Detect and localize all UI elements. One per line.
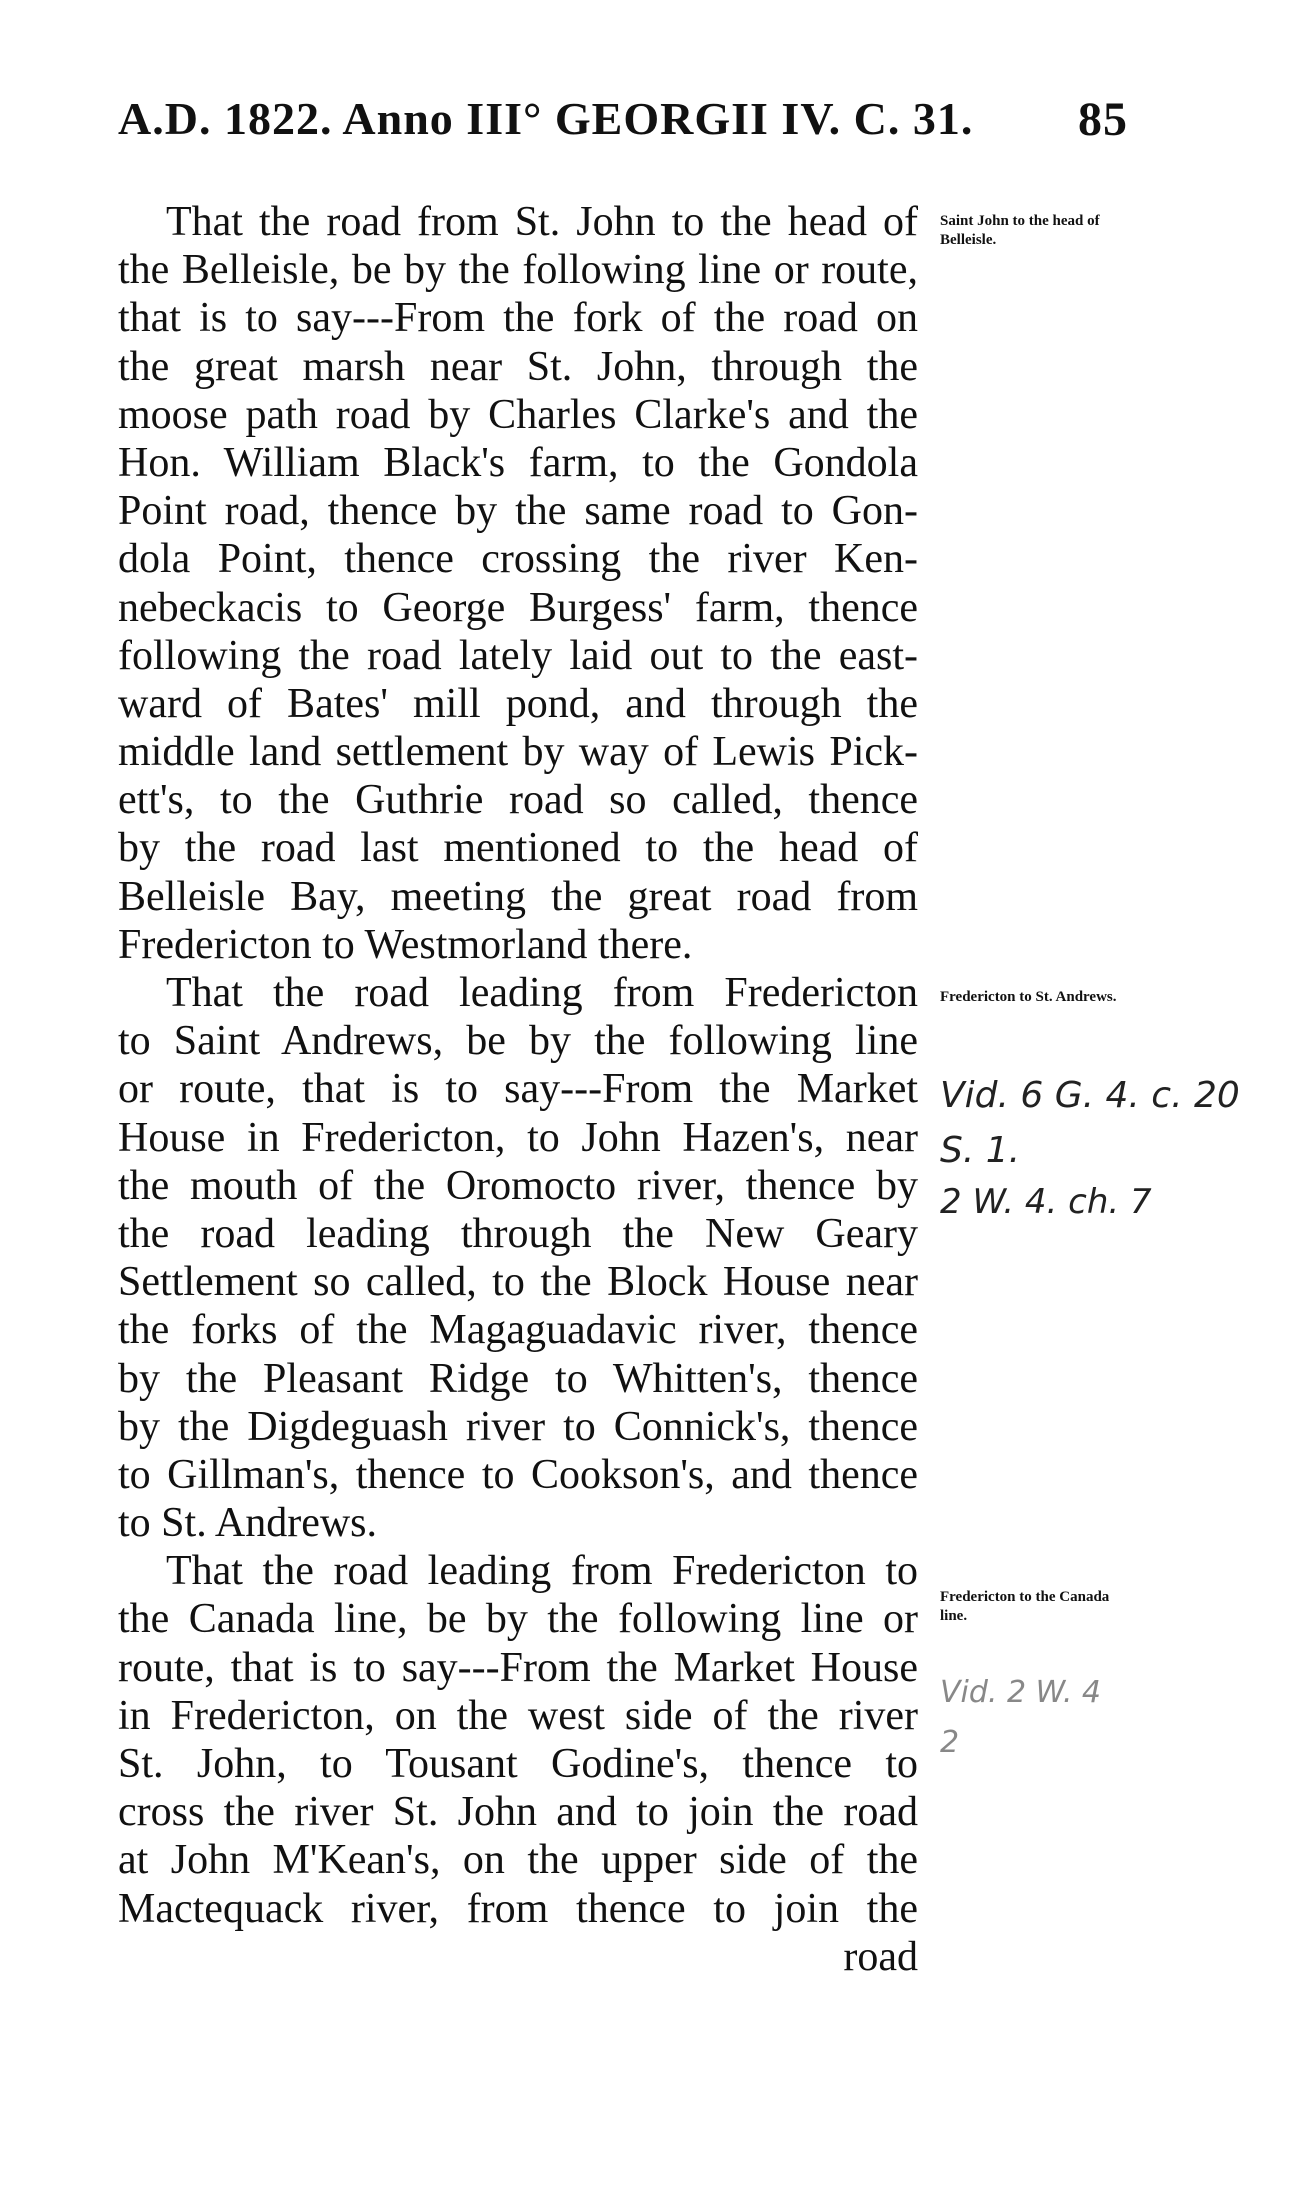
text-line: ett's, to the Guthrie road so called, thence bbox=[118, 777, 918, 824]
text-line: by the road last mentioned to the head of bbox=[118, 825, 918, 872]
text-line: to St. Andrews. bbox=[118, 1500, 378, 1547]
page-header bbox=[118, 92, 1128, 152]
text-line: the Canada line, be by the following line or bbox=[118, 1596, 918, 1643]
marginal-note: Saint John to the head of Belleisle. bbox=[940, 213, 1100, 248]
text-line: Point road, thence by the same road to Gon- bbox=[118, 488, 918, 535]
catchword: road bbox=[843, 1933, 918, 1980]
act-body-text bbox=[118, 198, 918, 1981]
text-line: or route, that is to say---From the Market bbox=[118, 1066, 918, 1113]
text-line: route, that is to say---From the Market House bbox=[118, 1644, 918, 1691]
text-line: the mouth of the Oromocto river, thence by bbox=[118, 1162, 918, 1209]
text-line: in Fredericton, on the west side of the river bbox=[118, 1692, 918, 1739]
text-line: the road leading through the New Geary bbox=[118, 1210, 918, 1257]
text-line: to Gillman's, thence to Cookson's, and thence bbox=[118, 1451, 918, 1498]
text-line: Fredericton to Westmorland there. bbox=[118, 921, 693, 968]
handwritten-annotation: 2 W. 4. ch. 7 bbox=[940, 1182, 1152, 1222]
text-line: That the road leading from Fredericton to bbox=[166, 1548, 918, 1595]
text-line: by the Digdeguash river to Connick's, thence bbox=[118, 1403, 918, 1450]
text-line: the Belleisle, be by the following line or route, bbox=[118, 247, 918, 294]
text-line: ward of Bates' mill pond, and through the bbox=[118, 680, 918, 727]
text-line: That the road from St. John to the head of bbox=[166, 199, 918, 245]
page-number: 85 bbox=[1078, 93, 1128, 146]
text-line: following the road lately laid out to the east- bbox=[118, 632, 918, 679]
text-line: that is to say---From the fork of the road on bbox=[118, 295, 918, 342]
text-line: to Saint Andrews, be by the following line bbox=[118, 1018, 918, 1065]
text-line: Belleisle Bay, meeting the great road from bbox=[118, 873, 918, 920]
running-head: A.D. 1822. Anno III° GEORGII IV. C. 31. bbox=[118, 93, 974, 144]
text-line: Settlement so called, to the Block House near bbox=[118, 1259, 918, 1306]
text-line: the great marsh near St. John, through the bbox=[118, 343, 918, 390]
text-line: House in Fredericton, to John Hazen's, near bbox=[118, 1114, 918, 1161]
text-line: dola Point, thence crossing the river Ken- bbox=[118, 536, 918, 583]
handwritten-annotation: 2 bbox=[940, 1725, 960, 1760]
text-line: That the road leading from Fredericton bbox=[166, 970, 918, 1016]
text-line: nebeckacis to George Burgess' farm, thence bbox=[118, 584, 918, 631]
marginal-note: Fredericton to St. Andrews. bbox=[940, 989, 1117, 1005]
text-line: cross the river St. John and to join the road bbox=[118, 1789, 918, 1836]
handwritten-annotation: S. 1. bbox=[940, 1130, 1021, 1171]
handwritten-annotation: Vid. 6 G. 4. c. 20 bbox=[940, 1075, 1240, 1116]
text-line: the forks of the Magaguadavic river, thence bbox=[118, 1307, 918, 1354]
text-line: moose path road by Charles Clarke's and the bbox=[118, 391, 918, 438]
text-line: by the Pleasant Ridge to Whitten's, thence bbox=[118, 1355, 918, 1402]
handwritten-annotation: Vid. 2 W. 4 bbox=[940, 1675, 1101, 1710]
text-line: middle land settlement by way of Lewis Pick- bbox=[118, 729, 918, 776]
text-line: St. John, to Tousant Godine's, thence to bbox=[118, 1741, 918, 1787]
text-line: Hon. William Black's farm, to the Gondola bbox=[118, 439, 918, 486]
marginal-note: Fredericton to the Canada line. bbox=[940, 1589, 1110, 1624]
text-line: Mactequack river, from thence to join the bbox=[118, 1885, 918, 1932]
text-line: at John M'Kean's, on the upper side of the bbox=[118, 1837, 918, 1884]
